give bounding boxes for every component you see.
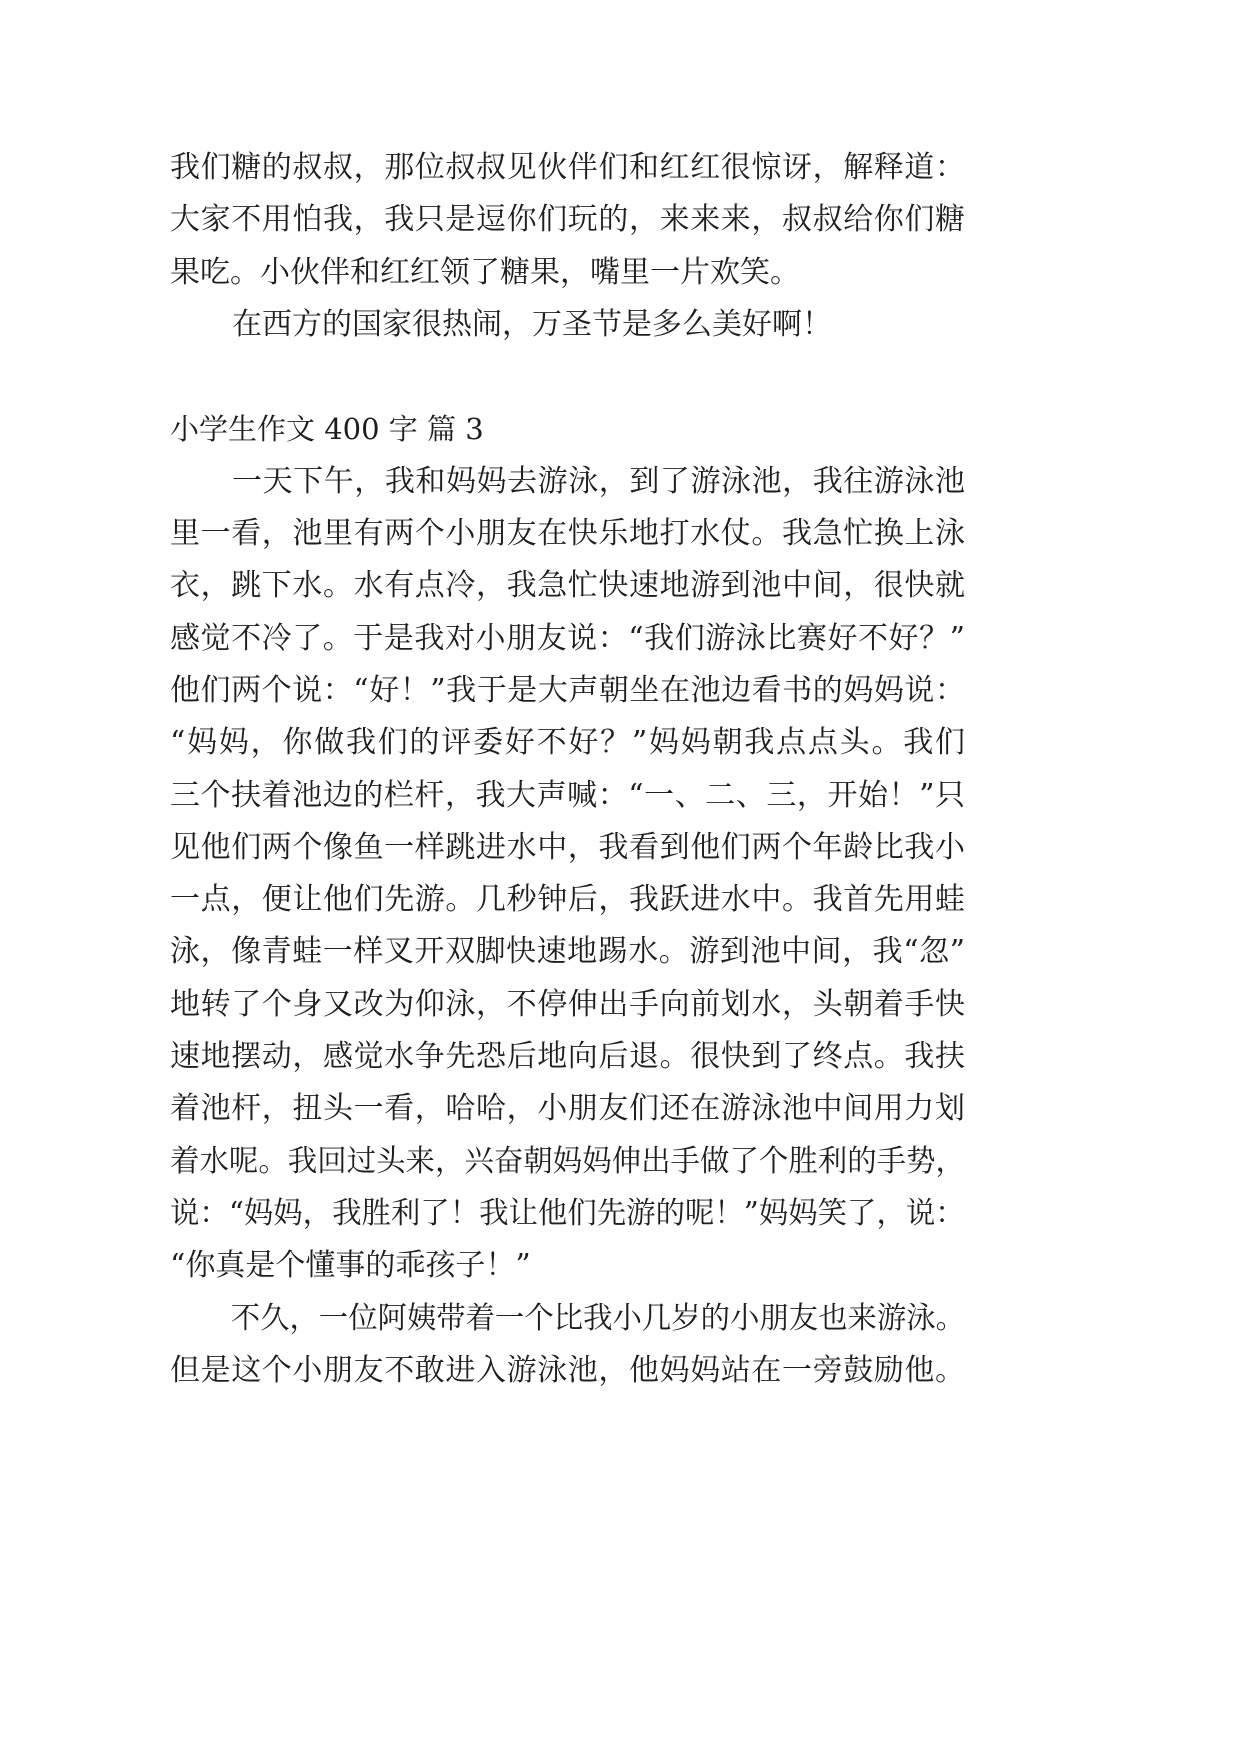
- paragraph: [170, 456, 965, 1293]
- paragraph-line: “你真是个懂事的乖孩子！”: [170, 1248, 531, 1284]
- paragraph-line: 在西方的国家很热闹，万圣节是多么美好啊！: [232, 306, 832, 342]
- paragraph-line: 但是这个小朋友不敢进入游泳池，他妈妈站在一旁鼓励他。: [170, 1352, 965, 1388]
- paragraph: [170, 299, 965, 351]
- paragraph-line: 速地摆动，感觉水争先恐后地向后退。很快到了终点。我扶: [170, 1039, 965, 1075]
- paragraph: [170, 142, 965, 299]
- paragraph-line: 着池杆，扭头一看，哈哈，小朋友们还在游泳池中间用力划: [170, 1091, 965, 1127]
- paragraph-line: 泳，像青蛙一样叉开双脚快速地踢水。游到池中间，我“忽”: [170, 934, 965, 970]
- paragraph-line: 三个扶着池边的栏杆，我大声喊：“一、二、三，开始！”只: [170, 777, 965, 813]
- paragraph-line: 感觉不冷了。于是我对小朋友说：“我们游泳比赛好不好？”: [170, 620, 965, 656]
- paragraph-line: 衣，跳下水。水有点冷，我急忙快速地游到池中间，很快就: [170, 568, 965, 604]
- paragraph-line: 果吃。小伙伴和红红领了糖果，嘴里一片欢笑。: [170, 254, 800, 290]
- paragraph-line: 我们糖的叔叔，那位叔叔见伙伴们和红红很惊讶，解释道：: [170, 150, 965, 185]
- paragraph-line: 一天下午，我和妈妈去游泳，到了游泳池，我往游泳池: [232, 463, 965, 499]
- paragraph-line: 见他们两个像鱼一样跳进水中，我看到他们两个年龄比我小: [170, 829, 965, 865]
- paragraph-line: 他们两个说：“好！”我于是大声朝坐在池边看书的妈妈说：: [170, 672, 965, 708]
- paragraph-line: 着水呢。我回过头来，兴奋朝妈妈伸出手做了个胜利的手势，: [170, 1143, 965, 1179]
- section-heading: 小学生作文 400 字 篇 3: [170, 412, 484, 447]
- paragraph-line: 不久，一位阿姨带着一个比我小几岁的小朋友也来游泳。: [230, 1300, 965, 1336]
- paragraph-line: “妈妈，你做我们的评委好不好？”妈妈朝我点点头。我们: [170, 725, 965, 761]
- paragraph-line: 说：“妈妈，我胜利了！我让他们先游的呢！”妈妈笑了，说：: [170, 1195, 965, 1231]
- paragraph: [170, 1293, 965, 1398]
- blank-line: [170, 351, 965, 403]
- paragraph-line: 地转了个身又改为仰泳，不停伸出手向前划水，头朝着手快: [170, 986, 965, 1022]
- paragraph-line: 一点，便让他们先游。几秒钟后，我跃进水中。我首先用蛙: [170, 882, 965, 918]
- document-body: [170, 142, 965, 1397]
- paragraph-line: 大家不用怕我，我只是逗你们玩的，来来来，叔叔给你们糖: [170, 202, 965, 238]
- paragraph-line: 里一看，池里有两个小朋友在快乐地打水仗。我急忙换上泳: [170, 516, 965, 552]
